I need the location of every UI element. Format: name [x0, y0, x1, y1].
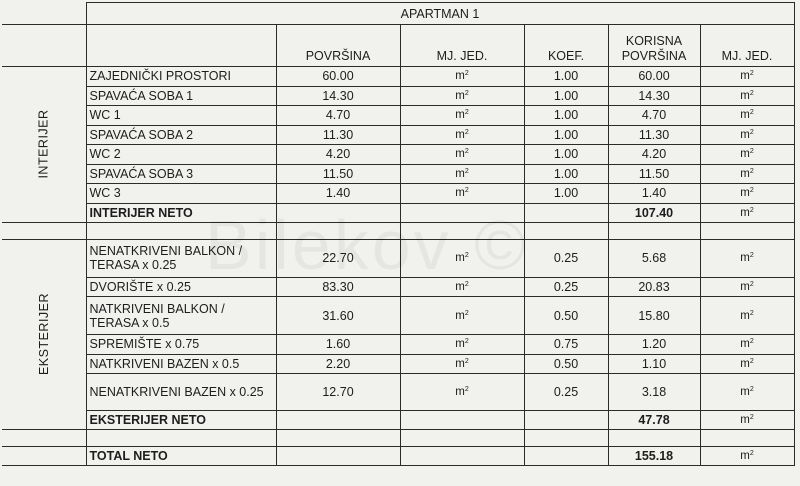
area-value: 11.50: [276, 164, 400, 184]
unit-base: m: [740, 70, 750, 83]
unit-base: m: [740, 450, 750, 462]
table-row: [2, 297, 794, 335]
area-unit: [400, 67, 524, 87]
net-area-unit: [700, 164, 794, 184]
unit-exponent: 2: [464, 167, 469, 175]
empty-cell: [276, 447, 400, 466]
spacer-side: [2, 222, 86, 239]
room-name: ZAJEDNIČKI PROSTORI: [86, 67, 276, 87]
empty-cell: [276, 203, 400, 222]
unit-base: m: [740, 187, 750, 200]
unit-exponent: 2: [464, 89, 469, 97]
room-name: NATKRIVENI BAZEN x 0.5: [86, 354, 276, 374]
area-unit: [400, 184, 524, 204]
total-value: 155.18: [608, 447, 700, 466]
net-area-unit: [700, 374, 794, 411]
unit-base: m: [455, 167, 465, 180]
net-area-value: 14.30: [608, 86, 700, 106]
unit-exponent: 2: [749, 357, 754, 365]
area-value: 4.70: [276, 106, 400, 126]
area-value: 4.20: [276, 145, 400, 165]
room-name: WC 2: [86, 145, 276, 165]
empty-cell: [400, 411, 524, 430]
unit-base: m: [455, 338, 465, 351]
unit-base: m: [455, 70, 465, 83]
net-area-unit: [700, 239, 794, 277]
unit-base: m: [740, 386, 750, 398]
empty-cell: [400, 203, 524, 222]
table-row: [2, 374, 794, 411]
unit-base: m: [740, 89, 750, 102]
spacer-cell: [400, 430, 524, 447]
unit-base: m: [740, 206, 750, 219]
room-name: NENATKRIVENI BAZEN x 0.25: [86, 374, 276, 411]
section-interijer-label: INTERIJER: [36, 109, 51, 179]
room-name: NENATKRIVENI BALKON / TERASA x 0.25: [86, 239, 276, 277]
net-area-value: 20.83: [608, 277, 700, 297]
area-value: 31.60: [276, 297, 400, 335]
area-unit: [400, 335, 524, 355]
area-unit: [400, 297, 524, 335]
spacer-cell: [276, 430, 400, 447]
table-row: [2, 239, 794, 277]
net-area-value: 4.70: [608, 106, 700, 126]
empty-cell: [276, 411, 400, 430]
net-area-unit: [700, 145, 794, 165]
area-unit: [400, 145, 524, 165]
koef-value: 1.00: [524, 164, 608, 184]
koef-value: 0.25: [524, 374, 608, 411]
section-eksterijer: [2, 239, 86, 430]
total-label: TOTAL NETO: [86, 447, 276, 466]
unit-exponent: 2: [749, 414, 754, 421]
unit-exponent: 2: [749, 206, 754, 214]
area-value: 1.60: [276, 335, 400, 355]
unit-exponent: 2: [464, 252, 469, 259]
area-unit: [400, 106, 524, 126]
unit-base: m: [740, 252, 750, 264]
header-name: [86, 25, 276, 67]
total-row: [2, 447, 794, 466]
unit-base: m: [455, 128, 465, 141]
unit-exponent: 2: [749, 109, 754, 117]
koef-value: 0.75: [524, 335, 608, 355]
total-unit: [700, 203, 794, 222]
room-name: WC 3: [86, 184, 276, 204]
net-area-unit: [700, 277, 794, 297]
total-side-cell: [2, 447, 86, 466]
spacer-cell: [86, 222, 276, 239]
spacer-cell: [700, 222, 794, 239]
unit-exponent: 2: [464, 148, 469, 156]
area-value: 14.30: [276, 86, 400, 106]
unit-base: m: [740, 167, 750, 180]
total-label: EKSTERIJER NETO: [86, 411, 276, 430]
unit-exponent: 2: [749, 70, 754, 78]
unit-base: m: [740, 357, 750, 370]
unit-exponent: 2: [464, 70, 469, 78]
area-unit: [400, 86, 524, 106]
unit-base: m: [740, 109, 750, 122]
unit-base: m: [455, 280, 465, 293]
net-area-value: 1.10: [608, 354, 700, 374]
room-name: SPAVAĆA SOBA 3: [86, 164, 276, 184]
net-area-value: 4.20: [608, 145, 700, 165]
spacer-side: [2, 430, 86, 447]
koef-value: 1.00: [524, 106, 608, 126]
spacer-row: [2, 222, 794, 239]
area-unit: [400, 164, 524, 184]
unit-exponent: 2: [464, 357, 469, 365]
table-row: [2, 277, 794, 297]
unit-exponent: 2: [749, 280, 754, 288]
koef-value: 1.00: [524, 125, 608, 145]
table-row: [2, 106, 794, 126]
koef-value: 1.00: [524, 86, 608, 106]
unit-exponent: 2: [749, 148, 754, 156]
unit-exponent: 2: [749, 309, 754, 317]
spacer-cell: [524, 430, 608, 447]
spacer-cell: [608, 222, 700, 239]
koef-value: 0.50: [524, 297, 608, 335]
area-unit: [400, 125, 524, 145]
unit-exponent: 2: [464, 128, 469, 136]
unit-exponent: 2: [464, 309, 469, 317]
net-area-value: 3.18: [608, 374, 700, 411]
unit-base: m: [740, 414, 750, 426]
unit-exponent: 2: [749, 252, 754, 259]
title-row: [2, 3, 794, 25]
koef-value: 1.00: [524, 67, 608, 87]
header-povrsina: POVRŠINA: [276, 25, 400, 67]
unit-base: m: [455, 109, 465, 122]
unit-exponent: 2: [749, 89, 754, 97]
net-area-unit: [700, 86, 794, 106]
unit-base: m: [455, 148, 465, 161]
area-value: 22.70: [276, 239, 400, 277]
corner-cell: [2, 3, 86, 25]
total-value: 47.78: [608, 411, 700, 430]
unit-base: m: [740, 148, 750, 161]
net-area-value: 60.00: [608, 67, 700, 87]
spacer-cell: [86, 430, 276, 447]
koef-value: 1.00: [524, 184, 608, 204]
spacer-cell: [608, 430, 700, 447]
header-koef: KOEF.: [524, 25, 608, 67]
table-row: [2, 335, 794, 355]
total-row: [2, 411, 794, 430]
area-unit: [400, 354, 524, 374]
net-area-unit: [700, 297, 794, 335]
table-row: [2, 164, 794, 184]
unit-base: m: [455, 386, 465, 398]
net-area-value: 11.50: [608, 164, 700, 184]
header-korisna-povrsina: KORISNA POVRŠINA: [608, 25, 700, 67]
unit-base: m: [455, 89, 465, 102]
unit-base: m: [740, 280, 750, 293]
unit-exponent: 2: [464, 187, 469, 195]
unit-base: m: [455, 252, 465, 264]
empty-cell: [400, 447, 524, 466]
room-name: WC 1: [86, 106, 276, 126]
spacer-row: [2, 430, 794, 447]
section-interijer: [2, 67, 86, 223]
room-name: SPAVAĆA SOBA 2: [86, 125, 276, 145]
area-value: 11.30: [276, 125, 400, 145]
table-row: [2, 354, 794, 374]
table-title: APARTMAN 1: [86, 3, 794, 25]
net-area-value: 15.80: [608, 297, 700, 335]
unit-exponent: 2: [464, 109, 469, 117]
area-table: [2, 2, 795, 466]
koef-value: 1.00: [524, 145, 608, 165]
table-row: [2, 67, 794, 87]
total-row: [2, 203, 794, 222]
spacer-cell: [276, 222, 400, 239]
table-row: [2, 184, 794, 204]
net-area-value: 1.40: [608, 184, 700, 204]
net-area-unit: [700, 67, 794, 87]
area-value: 60.00: [276, 67, 400, 87]
unit-base: m: [740, 309, 750, 322]
area-unit: [400, 239, 524, 277]
room-name: DVORIŠTE x 0.25: [86, 277, 276, 297]
area-value: 83.30: [276, 277, 400, 297]
empty-cell: [524, 447, 608, 466]
net-area-value: 1.20: [608, 335, 700, 355]
net-area-unit: [700, 106, 794, 126]
unit-base: m: [740, 128, 750, 141]
empty-cell: [524, 411, 608, 430]
table-row: [2, 125, 794, 145]
area-unit: [400, 277, 524, 297]
table-row: [2, 145, 794, 165]
net-area-value: 5.68: [608, 239, 700, 277]
net-area-unit: [700, 354, 794, 374]
empty-cell: [524, 203, 608, 222]
header-corner: [2, 25, 86, 67]
spacer-cell: [700, 430, 794, 447]
unit-base: m: [455, 309, 465, 322]
spacer-cell: [400, 222, 524, 239]
unit-exponent: 2: [749, 338, 754, 346]
unit-exponent: 2: [464, 338, 469, 346]
section-eksterijer-label: EKSTERIJER: [36, 293, 51, 376]
header-mj-jed-2: MJ. JED.: [700, 25, 794, 67]
net-area-value: 11.30: [608, 125, 700, 145]
koef-value: 0.25: [524, 277, 608, 297]
total-value: 107.40: [608, 203, 700, 222]
unit-exponent: 2: [749, 386, 754, 393]
unit-exponent: 2: [749, 167, 754, 175]
header-mj-jed: MJ. JED.: [400, 25, 524, 67]
room-name: NATKRIVENI BALKON / TERASA x 0.5: [86, 297, 276, 335]
room-name: SPAVAĆA SOBA 1: [86, 86, 276, 106]
net-area-unit: [700, 125, 794, 145]
koef-value: 0.25: [524, 239, 608, 277]
unit-exponent: 2: [749, 128, 754, 136]
unit-exponent: 2: [464, 280, 469, 288]
koef-value: 0.50: [524, 354, 608, 374]
unit-exponent: 2: [749, 187, 754, 195]
area-unit: [400, 374, 524, 411]
total-unit: [700, 447, 794, 466]
header-row: [2, 25, 794, 67]
net-area-unit: [700, 335, 794, 355]
spacer-cell: [524, 222, 608, 239]
area-value: 2.20: [276, 354, 400, 374]
total-unit: [700, 411, 794, 430]
table-row: [2, 86, 794, 106]
area-value: 1.40: [276, 184, 400, 204]
unit-base: m: [455, 187, 465, 200]
room-name: SPREMIŠTE x 0.75: [86, 335, 276, 355]
unit-base: m: [740, 338, 750, 351]
unit-base: m: [455, 357, 465, 370]
unit-exponent: 2: [749, 450, 754, 457]
area-value: 12.70: [276, 374, 400, 411]
net-area-unit: [700, 184, 794, 204]
unit-exponent: 2: [464, 386, 469, 393]
total-label: INTERIJER NETO: [86, 203, 276, 222]
